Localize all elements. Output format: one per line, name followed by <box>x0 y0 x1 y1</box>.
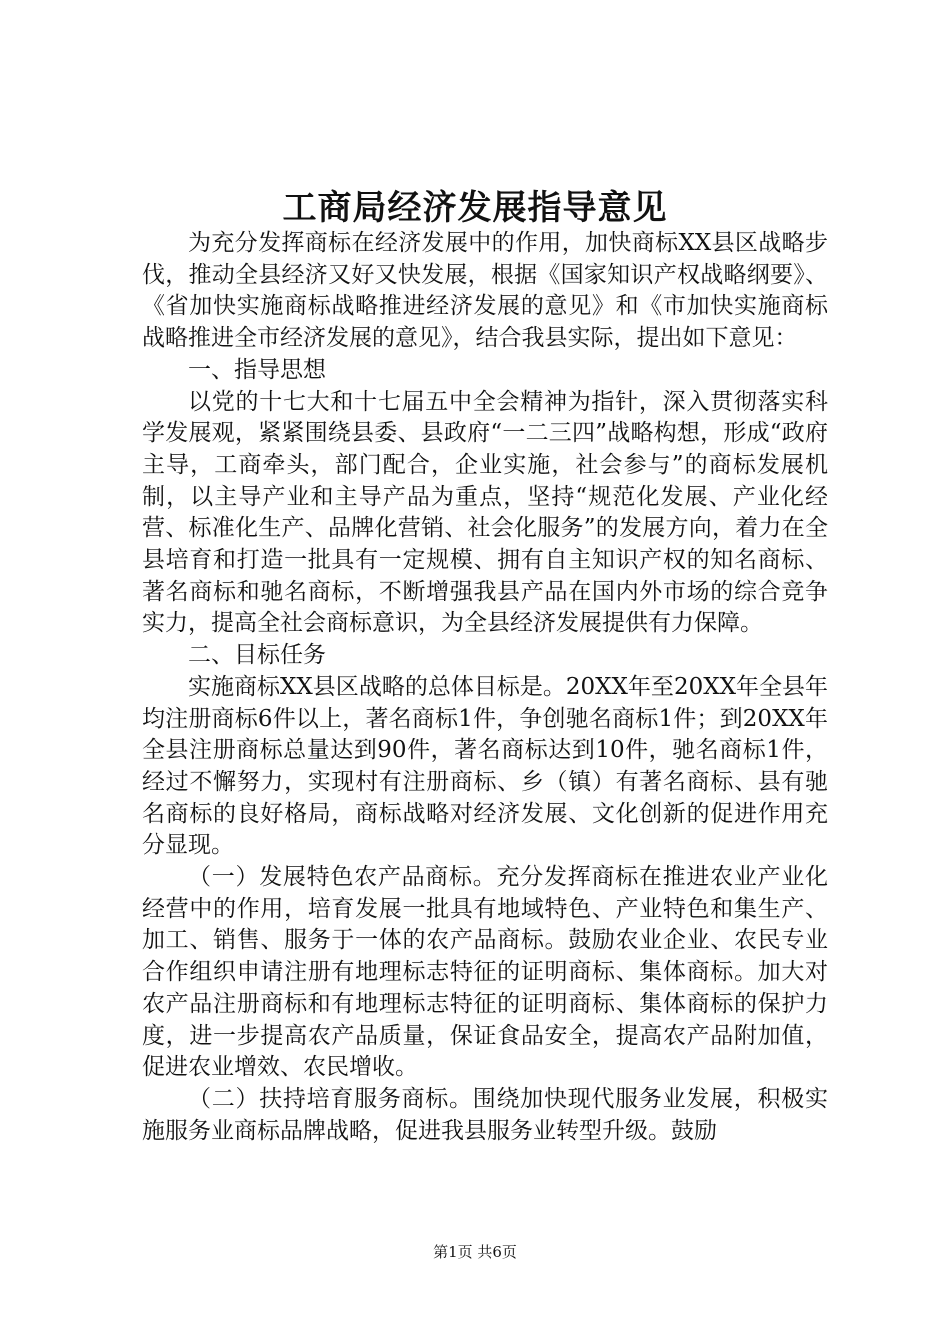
page-number-footer: 第1页 共6页 <box>433 1243 517 1261</box>
intro-paragraph: 为充分发挥商标在经济发展中的作用，加快商标XX县区战略步伐，推动全县经济又好又快发展，根据《国家知识产权战略纲要》、《省加快实施商标战略推进经济发展的意见》和《市加快实施商标战略推进全市经济发展的意见》，结合我县实际，提出如下意见： <box>142 230 828 352</box>
section-heading-guiding-ideology: 一、指导思想 <box>188 356 326 383</box>
agricultural-trademark-paragraph: （一）发展特色农产品商标。充分发挥商标在推进农业产业化经营中的作用，培育发展一批具有地域特色、产业特色和集生产、加工、销售、服务于一体的农产品商标。鼓励农业企业、农民专业合作组织申请注册有地理标志特征的证明商标、集体商标。加大对农产品注册商标和有地理标志特征的证明商标、集体商标的保护力度，进一步提高农产品质量，保证食品安全，提高农产品附加值，促进农业增效、农民增收。 <box>142 864 828 1081</box>
document-title: 工商局经济发展指导意见 <box>282 188 668 228</box>
goals-paragraph: 实施商标XX县区战略的总体目标是。20XX年至20XX年全县年均注册商标6件以上，著名商标1件，争创驰名商标1件；到20XX年全县注册商标总量达到90件，著名商标达到10件，驰名商标1件，经过不懈努力，实现村有注册商标、乡（镇）有著名商标、县有驰名商标的良好格局，商标战略对经济发展、文化创新的促进作用充分显现。 <box>142 673 828 859</box>
guiding-ideology-paragraph: 以党的十七大和十七届五中全会精神为指针，深入贯彻落实科学发展观，紧紧围绕县委、县政府“一二三四”战略构想，形成“政府主导，工商牵头，部门配合，企业实施，社会参与”的商标发展机制，以主导产业和主导产品为重点，坚持“规范化发展、产业化经营、标准化生产、品牌化营销、社会化服务”的发展方向，着力在全县培育和打造一批具有一定规模、拥有自主知识产权的知名商标、著名商标和驰名商标，不断增强我县产品在国内外市场的综合竞争实力，提高全社会商标意识，为全县经济发展提供有力保障。 <box>142 388 828 637</box>
service-trademark-paragraph: （二）扶持培育服务商标。围绕加快现代服务业发展，积极实施服务业商标品牌战略，促进我县服务业转型升级。鼓励 <box>142 1085 828 1144</box>
section-heading-goals-tasks: 二、目标任务 <box>188 642 326 669</box>
document-body <box>142 228 828 1147</box>
